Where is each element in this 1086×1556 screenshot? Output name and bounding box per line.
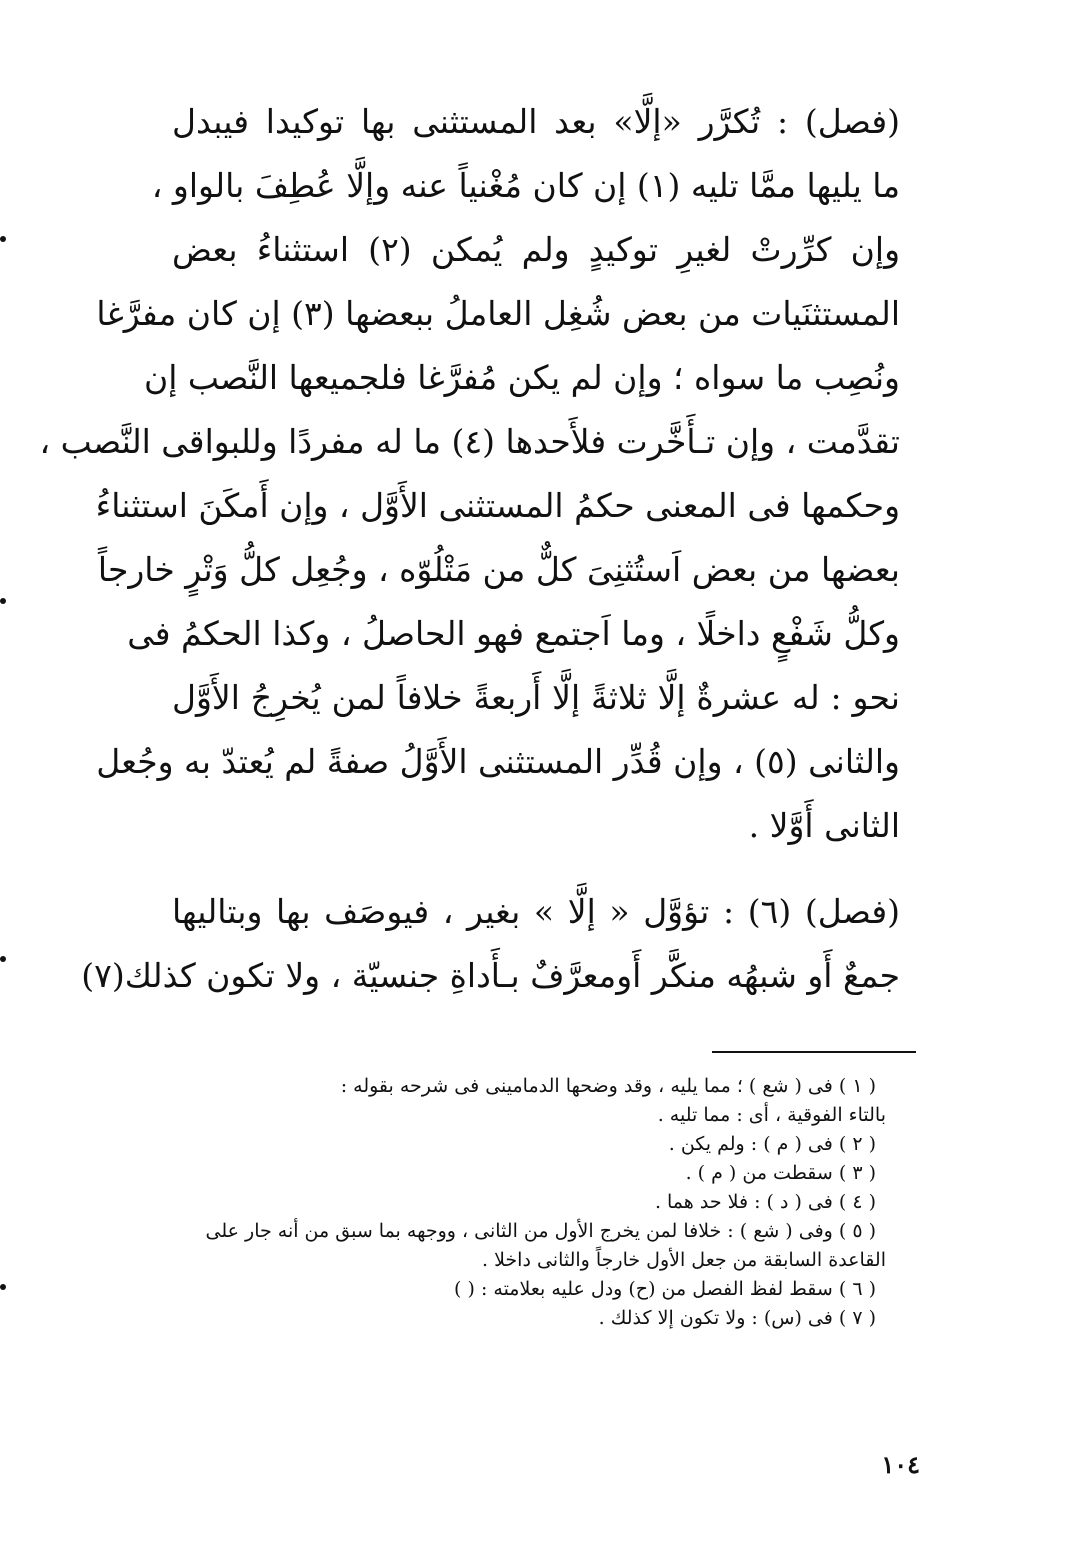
section-text-line: (فصل) (٦) : تؤوَّل « إلَّا » بغير ، فيوصَف بها وبتاليها: [172, 892, 901, 931]
text-line: ما يليها ممَّا تليه (١) إن كان مُغْنياً عنه وإلَّا عُطِفَ بالواو ،: [151, 166, 900, 205]
text-line: المستثنَيات من بعض شُغِل العاملُ ببعضها (٣) إن كان مفرَّغا: [96, 294, 900, 333]
scan-edge-mark: [0, 956, 6, 962]
section-text-line: جمعٌ أَو شبهُه منكَّر أَومعرَّفٌ بـأَداةِ جنسيّة ، ولا تكون كذلك(٧): [81, 956, 900, 995]
footnote-line: ( ١ ) فى ( شع ) ؛ مما يليه ، وقد وضحها الدمامينى فى شرحه بقوله :: [340, 1075, 876, 1097]
scan-edge-mark: [0, 236, 6, 242]
text-line: (فصل) : تُكرَّر «إلَّا» بعد المستثنى بها توكيدا فيبدل: [172, 102, 900, 141]
footnote-line: ( ٤ ) فى ( د ) : فلا حد هما .: [654, 1191, 876, 1213]
text-line: تقدَّمت ، وإن تـأَخَّرت فلأَحدها (٤) ما له مفردًا وللبواقى النَّصب ،: [39, 422, 900, 461]
text-line: نحو : له عشرةٌ إلَّا ثلاثةً إلَّا أَربعةً خلافاً لمن يُخرِجُ الأَوَّل: [172, 678, 900, 717]
text-line: وإن كرِّرتْ لغيرِ توكيدٍ ولم يُمكن (٢) استثناءُ بعض: [172, 230, 901, 269]
scan-edge-mark: [0, 598, 6, 604]
footnotes-block: [182, 1072, 886, 1333]
footnote-line: القاعدة السابقة من جعل الأول خارجاً والثانى داخلا .: [482, 1249, 886, 1271]
scan-edge-mark: [0, 1284, 6, 1290]
main-text-block: [39, 90, 901, 1008]
footnote-divider: [712, 1051, 916, 1053]
text-line: وحكمها فى المعنى حكمُ المستثنى الأَوَّل ، وإن أَمكَنَ استثناءُ: [95, 486, 900, 525]
text-line: الثانى أَوَّلا .: [748, 806, 900, 845]
text-line: ونُصِب ما سواه ؛ وإن لم يكن مُفرَّغا فلجميعها النَّصب إن: [143, 358, 900, 397]
footnote-line: ( ٧ ) فى (س) : ولا تكون إلا كذلك .: [598, 1307, 876, 1329]
text-line: بعضها من بعض اَستُثنِىَ كلٌّ من مَتْلُوّه ، وجُعِل كلُّ وَتْرٍ خارجاً: [97, 550, 900, 589]
page-number: ١٠٤: [881, 1450, 920, 1479]
footnote-line: ( ٢ ) فى ( م ) : ولم يكن .: [668, 1133, 876, 1155]
footnote-line: ( ٥ ) وفى ( شع ) : خلافا لمن يخرج الأول من الثانى ، ووجهه بما سبق من أنه جار على: [205, 1220, 876, 1242]
footnote-line: ( ٣ ) سقطت من ( م ) .: [685, 1162, 876, 1184]
footnote-line: ( ٦ ) سقط لفظ الفصل من (ح) ودل عليه بعلامته : ( ): [454, 1278, 876, 1300]
text-line: وكلُّ شَفْعٍ داخلًا ، وما اَجتمع فهو الحاصلُ ، وكذا الحكمُ فى: [127, 614, 900, 653]
text-line: والثانى (٥) ، وإن قُدِّر المستثنى الأَوَّلُ صفةً لم يُعتدّ به وجُعل: [96, 742, 900, 781]
footnote-line: بالتاء الفوقية ، أى : مما تليه .: [657, 1104, 886, 1126]
